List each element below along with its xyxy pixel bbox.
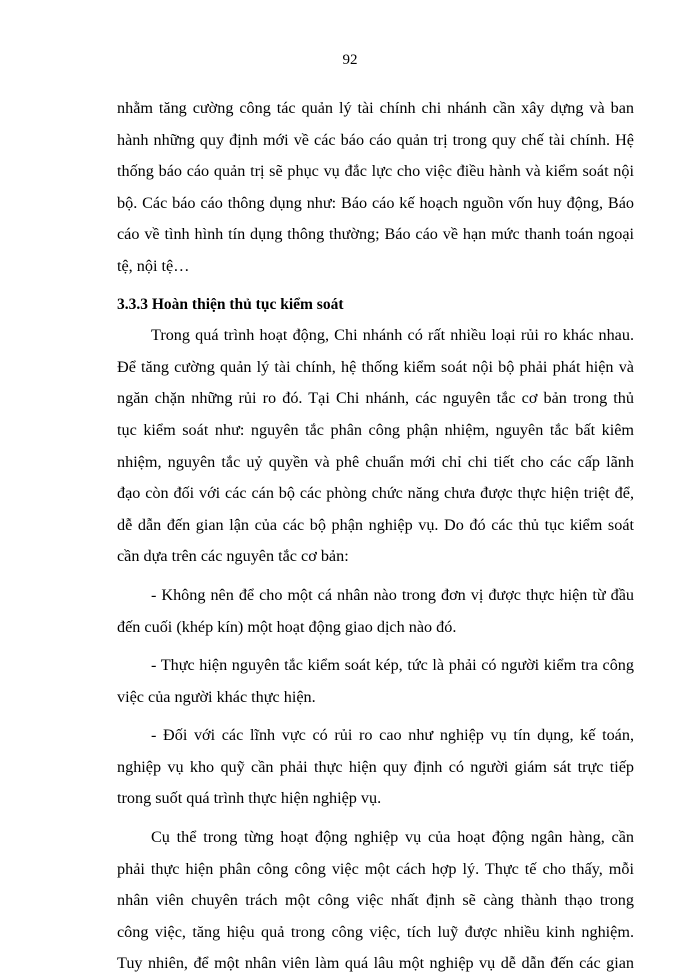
paragraph-spacer — [117, 643, 634, 650]
text-line: ngăn chặn những rủi ro đó. Tại Chi nhánh, các nguyên tắc cơ bản trong thủ — [117, 389, 634, 408]
text-line: nhằm tăng cường công tác quản lý tài chính chi nhánh cần xây dựng và ban — [117, 99, 634, 117]
paragraph-spacer — [117, 713, 634, 720]
bullet-item-1 — [117, 580, 634, 643]
text-line: nhân viên chuyên trách một công việc nhất định sẽ càng thành thạo trong — [117, 891, 634, 910]
section-heading: 3.3.3 Hoàn thiện thủ tục kiểm soát — [117, 295, 344, 313]
text-line: - Thực hiện nguyên tắc kiểm soát kép, tức là phải có người kiểm tra công — [151, 656, 634, 675]
text-line: Trong quá trình hoạt động, Chi nhánh có rất nhiều loại rủi ro khác nhau. — [151, 326, 634, 345]
text-line: đến cuối (khép kín) một hoạt động giao dịch nào đó. — [117, 617, 457, 636]
text-line: hành những quy định mới về các báo cáo quản trị trong quy chế tài chính. Hệ — [117, 130, 634, 149]
text-line: dễ dẫn đến gian lận của các bộ phận nghiệp vụ. Do đó các thủ tục kiểm soát — [117, 515, 634, 534]
text-line: - Không nên để cho một cá nhân nào trong đơn vị được thực hiện từ đầu — [151, 585, 634, 604]
text-line: công việc, tăng hiệu quả trong công việc, tích luỹ được nhiều kinh nghiệm. — [117, 922, 634, 941]
paragraph-spacer — [117, 815, 634, 822]
text-line: Để tăng cường quản lý tài chính, hệ thống kiểm soát nội bộ phải phát hiện và — [117, 357, 634, 376]
paragraph-spacer — [117, 573, 634, 580]
text-line: đạo còn đối với các cán bộ các phòng chức năng chưa được thực hiện triệt để, — [117, 484, 634, 503]
text-line: tệ, nội tệ… — [117, 256, 190, 275]
page-body — [117, 93, 634, 980]
paragraph-reporting-system — [117, 93, 634, 283]
text-line: Tuy nhiên, để một nhân viên làm quá lâu một nghiệp vụ dễ dẫn đến các gian — [117, 954, 634, 973]
text-line: bộ. Các báo cáo thông dụng như: Báo cáo kế hoạch nguồn vốn huy động, Báo — [117, 193, 634, 212]
bullet-item-2 — [117, 650, 634, 713]
text-line: cần dựa trên các nguyên tắc cơ bản: — [117, 547, 349, 566]
paragraph-task-assignment — [117, 822, 634, 980]
text-line: Cụ thể trong từng hoạt động nghiệp vụ của hoạt động ngân hàng, cần — [151, 828, 634, 847]
text-line: trong suốt quá trình thực hiện nghiệp vụ. — [117, 789, 382, 808]
page-number: 92 — [342, 52, 358, 68]
text-line: nhiệm, nguyên tắc uỷ quyền và phê chuẩn mới chỉ chi tiết cho các cấp lãnh — [117, 452, 634, 471]
text-line: thống báo cáo quản trị sẽ phục vụ đắc lực cho việc điều hành và kiểm soát nội — [117, 162, 634, 181]
paragraph-control-procedures — [117, 320, 634, 573]
text-line: nghiệp vụ kho quỹ cần phải thực hiện quy định có người giám sát trực tiếp — [117, 757, 634, 776]
text-line: việc của người khác thực hiện. — [117, 687, 316, 706]
text-line: phải thực hiện phân công công việc một cách hợp lý. Thực tế cho thấy, mỗi — [117, 859, 634, 878]
bullet-item-3 — [117, 720, 634, 815]
text-line: tục kiểm soát như: nguyên tắc phân công phận nhiệm, nguyên tắc bất kiêm — [117, 420, 634, 439]
text-line: - Đối với các lĩnh vực có rủi ro cao như nghiệp vụ tín dụng, kế toán, — [151, 726, 634, 745]
text-line: cáo về tình hình tín dụng thông thường; Báo cáo về hạn mức thanh toán ngoại — [117, 225, 634, 244]
